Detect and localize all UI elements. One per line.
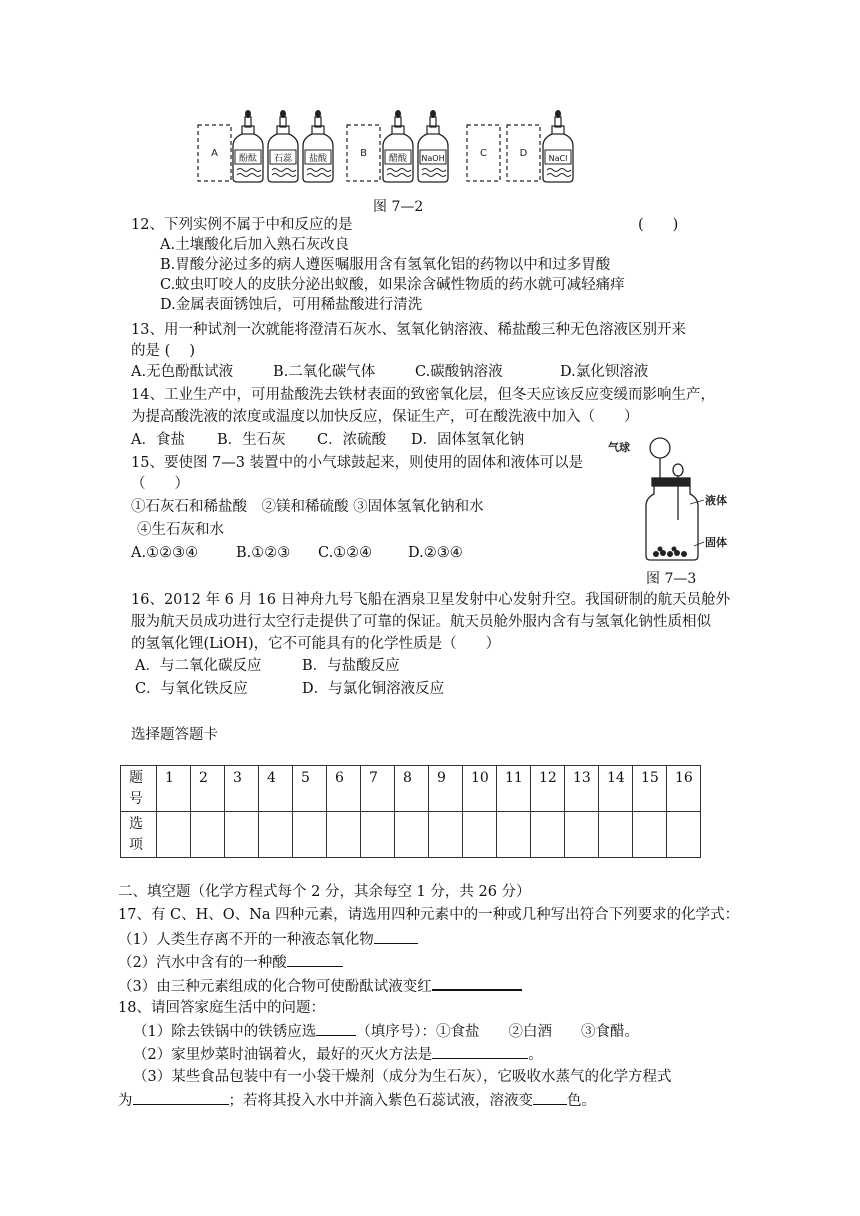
answer-card-answer-row — [121, 812, 701, 858]
question-number: 4 — [259, 766, 293, 812]
question-number: 11 — [497, 766, 531, 812]
answer-cell[interactable] — [293, 812, 327, 858]
q16-stem-line3: 的氢氧化锂(LiOH)，它不可能具有的化学性质是（ ） — [131, 636, 501, 652]
q18-item3-line2: 为 ；若将其投入水中并滴入紫色石蕊试液，溶液变 色。 — [118, 1090, 596, 1111]
question-number: 13 — [565, 766, 599, 812]
figure-7-2 — [190, 108, 600, 188]
q18-blank2[interactable] — [432, 1044, 528, 1059]
q15-option-a: A.①②③④ — [131, 545, 199, 561]
bottle-label: 盐酸 — [308, 154, 328, 164]
question-number: 16 — [667, 766, 701, 812]
figure-7-2-caption: 图 7—2 — [373, 199, 424, 215]
q15-option-c: C.①②④ — [318, 545, 373, 561]
q15-choices-line1: ①石灰石和稀盐酸 ②镁和稀硫酸 ③固体氢氧化钠和水 — [131, 499, 484, 515]
q12-option-b: B.胃酸分泌过多的病人遵医嘱服用含有氢氧化铝的药物以中和过多胃酸 — [160, 257, 611, 273]
q18-blank4[interactable] — [533, 1090, 567, 1105]
answer-cell[interactable] — [565, 812, 599, 858]
q18-item1: （1）除去铁锅中的铁锈应选 （填序号）：①食盐 ②白酒 ③食醋。 — [133, 1021, 639, 1042]
answer-cell[interactable] — [497, 812, 531, 858]
box-label-b: B — [360, 148, 367, 159]
answer-cell[interactable] — [259, 812, 293, 858]
question-number: 6 — [327, 766, 361, 812]
q17-item3: （3）由三种元素组成的化合物可使酚酞试液变红 — [118, 975, 522, 997]
q13-option-c: C.碳酸钠溶液 — [415, 364, 503, 380]
answer-card-table — [120, 765, 701, 858]
question-number: 12 — [531, 766, 565, 812]
number-row-header: 题 号 — [121, 766, 157, 812]
q15-choices-line2: ④生石灰和水 — [137, 522, 224, 538]
question-number: 2 — [191, 766, 225, 812]
answer-cell[interactable] — [395, 812, 429, 858]
q16-stem-line2: 服为航天员成功进行太空行走提供了可靠的保证。航天员舱外服内含有与氢氧化钠性质相似 — [131, 614, 711, 630]
answer-cell[interactable] — [599, 812, 633, 858]
box-label-d: D — [519, 148, 528, 159]
reagent-bottle — [268, 110, 298, 182]
balloon-icon — [650, 438, 670, 458]
label-balloon: 气球 — [608, 441, 630, 454]
question-number: 15 — [633, 766, 667, 812]
dropper-bulb-icon — [673, 464, 683, 476]
question-number: 1 — [157, 766, 191, 812]
figure-7-3-apparatus — [608, 432, 738, 567]
q17-item2: （2）汽水中含有的一种酸 — [118, 952, 343, 973]
answer-cell[interactable] — [633, 812, 667, 858]
q14-option-a: A．食盐 — [131, 432, 185, 448]
bottle-label: NaOH — [421, 154, 445, 163]
q14-option-d: D．固体氢氧化钠 — [411, 432, 525, 448]
figure-7-3-caption: 图 7—3 — [646, 571, 697, 587]
q15-option-d: D.②③④ — [408, 545, 463, 561]
answer-cell[interactable] — [191, 812, 225, 858]
q16-option-a: A．与二氧化碳反应 — [135, 658, 262, 674]
question-number: 8 — [395, 766, 429, 812]
q13-option-b: B.二氧化碳气体 — [273, 364, 376, 380]
q13-stem-line2: 的是 ( ) — [131, 343, 196, 359]
q18-blank1[interactable] — [316, 1021, 356, 1036]
q18-item2: （2）家里炒菜时油锅着火，最好的灭火方法是 。 — [133, 1044, 543, 1065]
answer-cell[interactable] — [463, 812, 497, 858]
question-number: 14 — [599, 766, 633, 812]
q16-stem-line1: 16、2012 年 6 月 16 日神舟九号飞船在酒泉卫星发射中心发射升空。我国研制的航天员舱外 — [131, 592, 731, 608]
q17-blank1[interactable] — [374, 929, 418, 944]
answer-card-number-row — [121, 766, 701, 812]
q18-blank3[interactable] — [133, 1090, 229, 1105]
answer-cell[interactable] — [225, 812, 259, 858]
answer-row-header: 选 项 — [121, 812, 157, 858]
bottle-label: 石蕊 — [273, 154, 293, 164]
question-number: 3 — [225, 766, 259, 812]
box-label-a: A — [211, 148, 218, 159]
answer-cell[interactable] — [531, 812, 565, 858]
answer-cell[interactable] — [361, 812, 395, 858]
reagent-bottle — [543, 110, 573, 182]
reagent-bottle — [233, 110, 263, 182]
q12-option-c: C.蚊虫叮咬人的皮肤分泌出蚁酸，如果涂含碱性物质的药水就可减轻痛痒 — [160, 277, 625, 293]
question-number: 5 — [293, 766, 327, 812]
q14-option-c: C．浓硫酸 — [317, 432, 387, 448]
label-solid: 固体 — [705, 536, 727, 549]
q14-option-b: B．生石灰 — [217, 432, 286, 448]
q17-blank3[interactable] — [432, 975, 522, 991]
answer-cell[interactable] — [429, 812, 463, 858]
q13-option-d: D.氯化钡溶液 — [560, 364, 649, 380]
q13-option-a: A.无色酚酞试液 — [131, 364, 234, 380]
q12-option-a: A.土壤酸化后加入熟石灰改良 — [160, 237, 350, 253]
q16-option-b: B．与盐酸反应 — [302, 658, 400, 674]
answer-cell[interactable] — [667, 812, 701, 858]
box-label-c: C — [480, 148, 487, 159]
bottle-label: 醋酸 — [388, 154, 408, 164]
answer-card-title: 选择题答题卡 — [131, 727, 218, 743]
q18-item3-line1: （3）某些食品包装中有一小袋干燥剂（成分为生石灰），它吸收水蒸气的化学方程式 — [133, 1069, 672, 1085]
q17-stem: 17、有 C、H、O、Na 四种元素，请选用四种元素中的一种或几种写出符合下列要求的化学式： — [118, 907, 740, 923]
q15-option-b: B.①②③ — [236, 545, 291, 561]
q16-option-c: C．与氧化铁反应 — [135, 681, 248, 697]
q18-stem: 18、请回答家庭生活中的问题： — [118, 1000, 325, 1016]
question-number: 10 — [463, 766, 497, 812]
reagent-bottle — [383, 110, 413, 182]
question-number: 9 — [429, 766, 463, 812]
answer-cell[interactable] — [157, 812, 191, 858]
q12-stem: 12、下列实例不属于中和反应的是 — [131, 217, 353, 233]
q12-paren: ( ) — [638, 217, 679, 233]
label-liquid: 液体 — [705, 494, 727, 507]
q14-stem-line1: 14、工业生产中，可用盐酸洗去铁材表面的致密氧化层，但冬天应该反应变缓而影响生产， — [131, 387, 715, 403]
q14-stem-line2: 为提高酸洗液的浓度或温度以加快反应，保证生产，可在酸洗液中加入（ ） — [131, 409, 639, 425]
reagent-bottle — [418, 110, 448, 182]
q15-stem-line1: 15、要使图 7—3 装置中的小气球鼓起来，则使用的固体和液体可以是 — [131, 455, 584, 471]
q16-option-d: D．与氯化铜溶液反应 — [302, 681, 445, 697]
answer-cell[interactable] — [327, 812, 361, 858]
reagent-bottle — [303, 110, 333, 182]
stopper — [652, 478, 690, 486]
q17-item1: （1）人类生存离不开的一种液态氧化物 — [118, 929, 418, 950]
section2-title: 二、填空题（化学方程式每个 2 分，其余每空 1 分，共 26 分） — [118, 884, 531, 900]
question-number: 7 — [361, 766, 395, 812]
q12-option-d: D.金属表面锈蚀后，可用稀盐酸进行清洗 — [160, 297, 423, 313]
q17-blank2[interactable] — [287, 952, 343, 967]
q13-stem-line1: 13、用一种试剂一次就能将澄清石灰水、氢氧化钠溶液、稀盐酸三种无色溶液区别开来 — [131, 322, 686, 338]
bottle-label: NaCl — [548, 154, 568, 163]
q15-stem-line2: （ ） — [131, 476, 189, 492]
bottle-label: 酚酞 — [238, 154, 258, 164]
